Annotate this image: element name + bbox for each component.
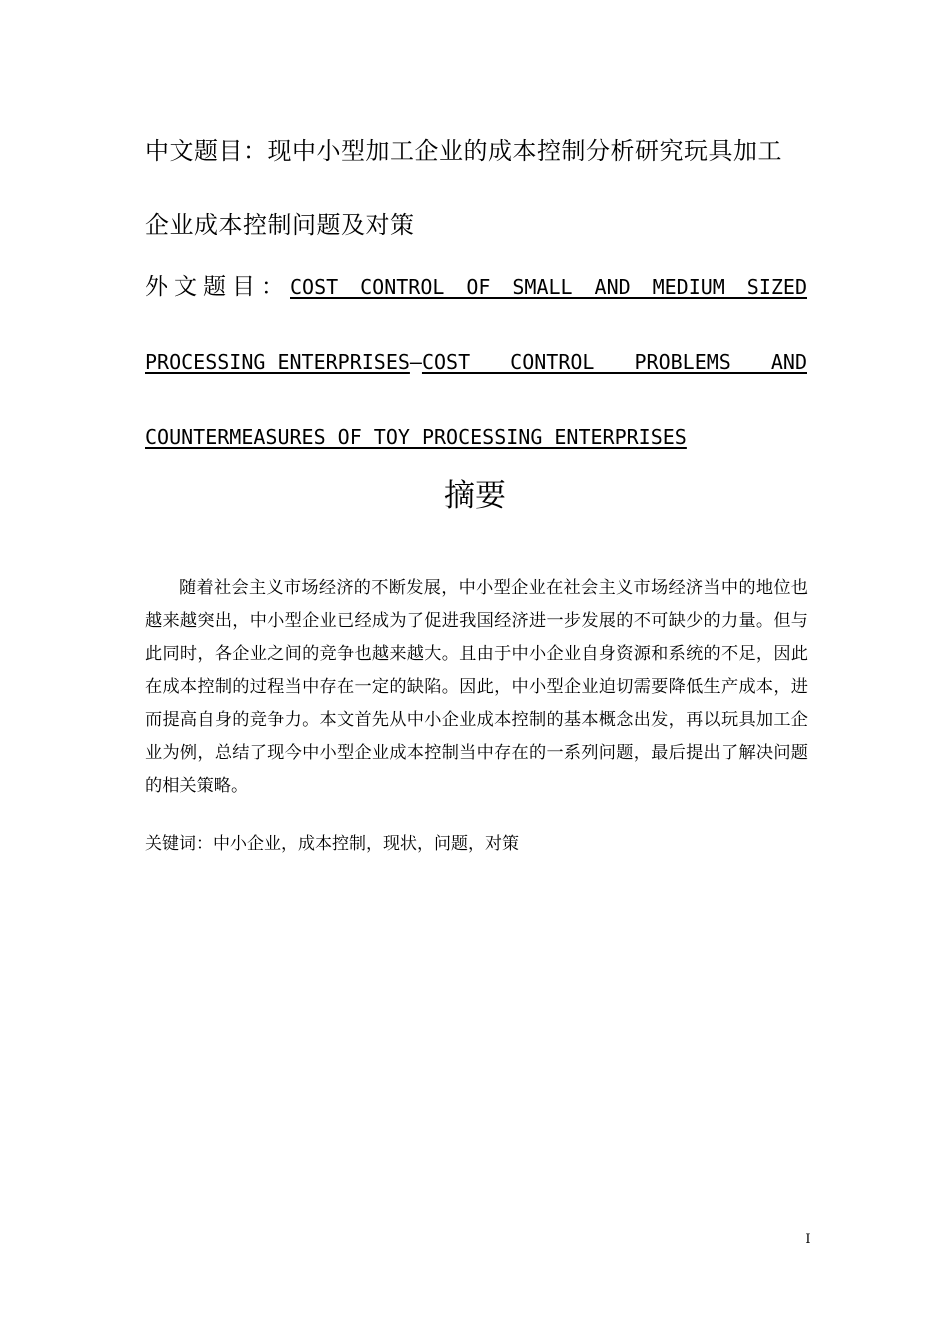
- page-number: I: [805, 1232, 811, 1247]
- english-title-text-1: COST CONTROL OF SMALL AND MEDIUM SIZED: [290, 275, 807, 299]
- title-dash: —: [409, 350, 422, 374]
- english-title-label: 外文题目：: [145, 274, 290, 300]
- keywords-line: 关键词：中小企业，成本控制，现状，问题，对策: [145, 834, 519, 854]
- english-title-text-3: COUNTERMEASURES OF TOY PROCESSING ENTERPRISES: [145, 425, 687, 449]
- abstract-heading: 摘要: [444, 478, 506, 514]
- english-title-text-2b: COST CONTROL PROBLEMS AND: [421, 350, 807, 374]
- english-title-line-3: [145, 424, 807, 450]
- chinese-title-line-2: 企业成本控制问题及对策: [145, 211, 415, 239]
- abstract-body: 随着社会主义市场经济的不断发展，中小型企业在社会主义市场经济当中的地位也越来越突出，中小型企业已经成为了促进我国经济进一步发展的不可缺少的力量。但与此同时，各企业之间的竞争也越来越大。且由于中小企业自身资源和系统的不足，因此在成本控制的过程当中存在一定的缺陷。因此，中小型企业迫切需要降低生产成本，进而提高自身的竞争力。本文首先从中小企业成本控制的基本概念出发，再以玩具加工企业为例，总结了现今中小型企业成本控制当中存在的一系列问题，最后提出了解决问题的相关策略。: [145, 578, 808, 796]
- chinese-title-line-1: 中文题目：现中小型加工企业的成本控制分析研究玩具加工: [145, 137, 782, 165]
- english-title-line-1: [145, 274, 807, 300]
- english-title-text-2a: PROCESSING ENTERPRISES: [145, 350, 410, 374]
- english-title-line-2: [145, 349, 807, 375]
